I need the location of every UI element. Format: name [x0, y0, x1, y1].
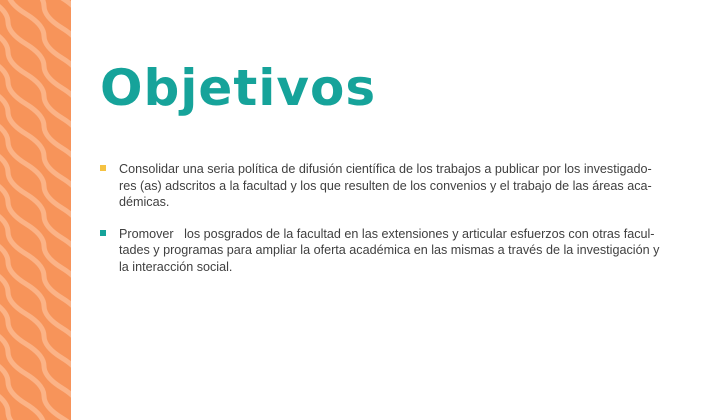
objectives-list	[100, 161, 720, 290]
page-title: Objetivos	[100, 59, 377, 117]
wave-line	[0, 360, 71, 420]
bullet-square-icon	[100, 165, 106, 171]
list-item	[100, 226, 720, 276]
wave-pattern-icon	[0, 0, 71, 420]
list-item	[100, 161, 720, 211]
wave-line	[0, 330, 71, 420]
decorative-side-band	[0, 0, 71, 420]
objective-text: Promover los posgrados de la facultad en las extensiones y articular esfuerzos con otras facul- tades y programas para ampliar la oferta académica en las mismas a través de la investigación y la interacción social.	[119, 226, 660, 274]
objective-text: Consolidar una seria política de difusión científica de los trabajos a publicar por los investigado- res (as) adscritos a la facultad y los que resulten de los convenios y el trabajo de las áreas aca- démicas.	[119, 162, 652, 209]
bullet-square-icon	[100, 230, 106, 236]
